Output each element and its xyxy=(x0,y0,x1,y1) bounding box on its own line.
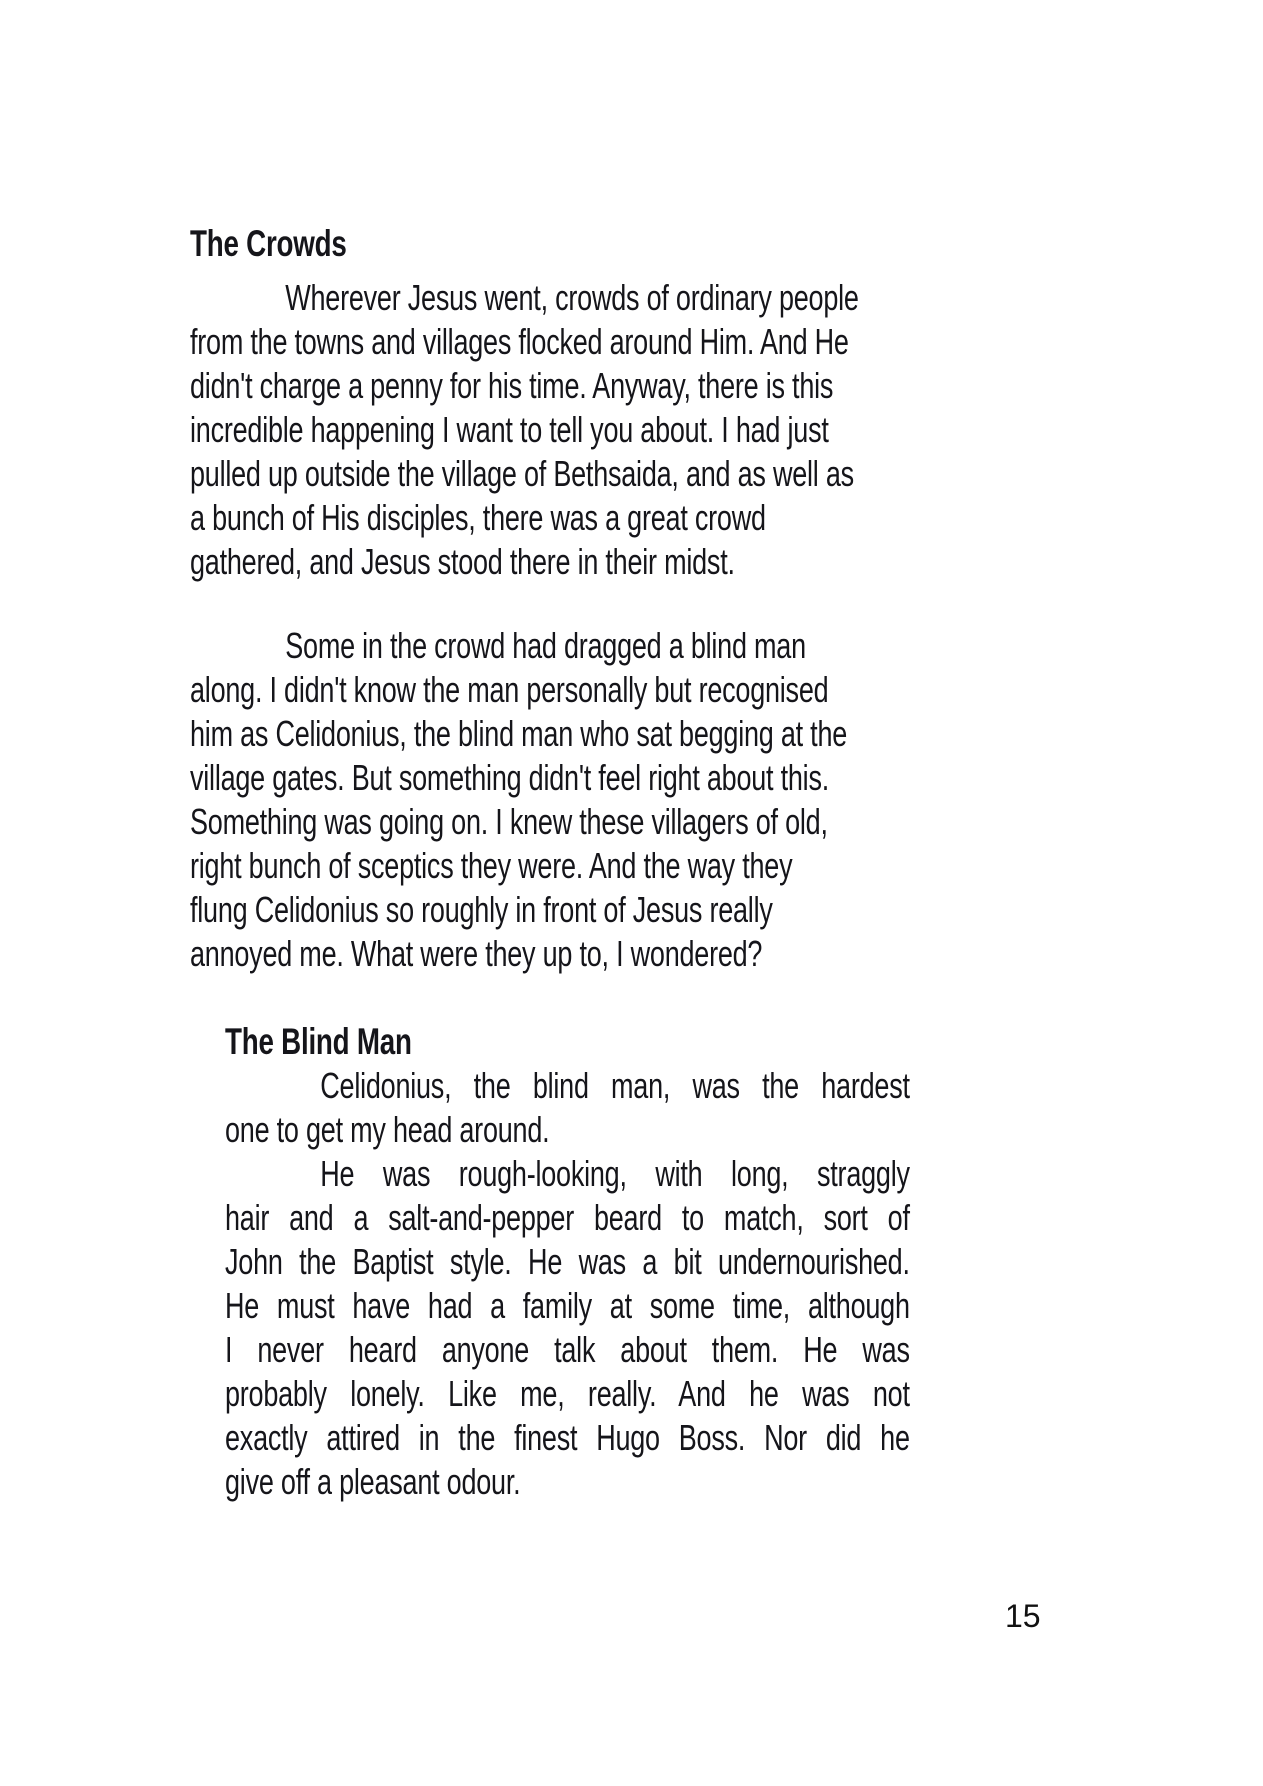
section-heading: The Crowds xyxy=(190,223,347,264)
text-line: hair and a salt-and-pepper beard to match, sort of xyxy=(225,1197,910,1238)
paragraph xyxy=(225,1064,910,1152)
paragraph xyxy=(225,1152,910,1504)
text-line: along. I didn't know the man personally but recognised xyxy=(190,669,829,710)
text-line: Celidonius, the blind man, was the hardest xyxy=(320,1065,910,1106)
text-line: him as Celidonius, the blind man who sat begging at the xyxy=(190,713,848,754)
text-line: Some in the crowd had dragged a blind man xyxy=(285,625,806,666)
text-line: I never heard anyone talk about them. He was xyxy=(225,1329,910,1370)
text-line: give off a pleasant odour. xyxy=(225,1461,521,1502)
text-line: Wherever Jesus went, crowds of ordinary people xyxy=(285,277,859,318)
text-line: village gates. But something didn't feel right about this. xyxy=(190,757,829,798)
text-line: exactly attired in the finest Hugo Boss. Nor did he xyxy=(225,1417,910,1458)
text-line: John the Baptist style. He was a bit undernourished. xyxy=(225,1241,910,1282)
section-heading: The Blind Man xyxy=(225,1021,412,1062)
text-line: He was rough-looking, with long, straggly xyxy=(320,1153,910,1194)
section-the-crowds xyxy=(190,222,910,976)
text-line: didn't charge a penny for his time. Anyway, there is this xyxy=(190,365,834,406)
text-line: flung Celidonius so roughly in front of Jesus really xyxy=(190,889,773,930)
text-line: Something was going on. I knew these villagers of old, xyxy=(190,801,828,842)
text-line: from the towns and villages flocked around Him. And He xyxy=(190,321,849,362)
text-line: incredible happening I want to tell you about. I had just xyxy=(190,409,829,450)
text-line: right bunch of sceptics they were. And the way they xyxy=(190,845,793,886)
text-line: He must have had a family at some time, although xyxy=(225,1285,910,1326)
text-line: gathered, and Jesus stood there in their midst. xyxy=(190,541,735,582)
text-line: one to get my head around. xyxy=(225,1109,550,1150)
paragraph xyxy=(190,624,910,976)
section-the-blind-man xyxy=(225,1020,910,1504)
text-line: a bunch of His disciples, there was a great crowd xyxy=(190,497,766,538)
paragraph xyxy=(190,276,910,584)
text-line: probably lonely. Like me, really. And he was not xyxy=(225,1373,910,1414)
text-line: annoyed me. What were they up to, I wondered? xyxy=(190,933,763,974)
page-number: 15 xyxy=(1005,1598,1041,1634)
text-line: pulled up outside the village of Bethsaida, and as well as xyxy=(190,453,854,494)
